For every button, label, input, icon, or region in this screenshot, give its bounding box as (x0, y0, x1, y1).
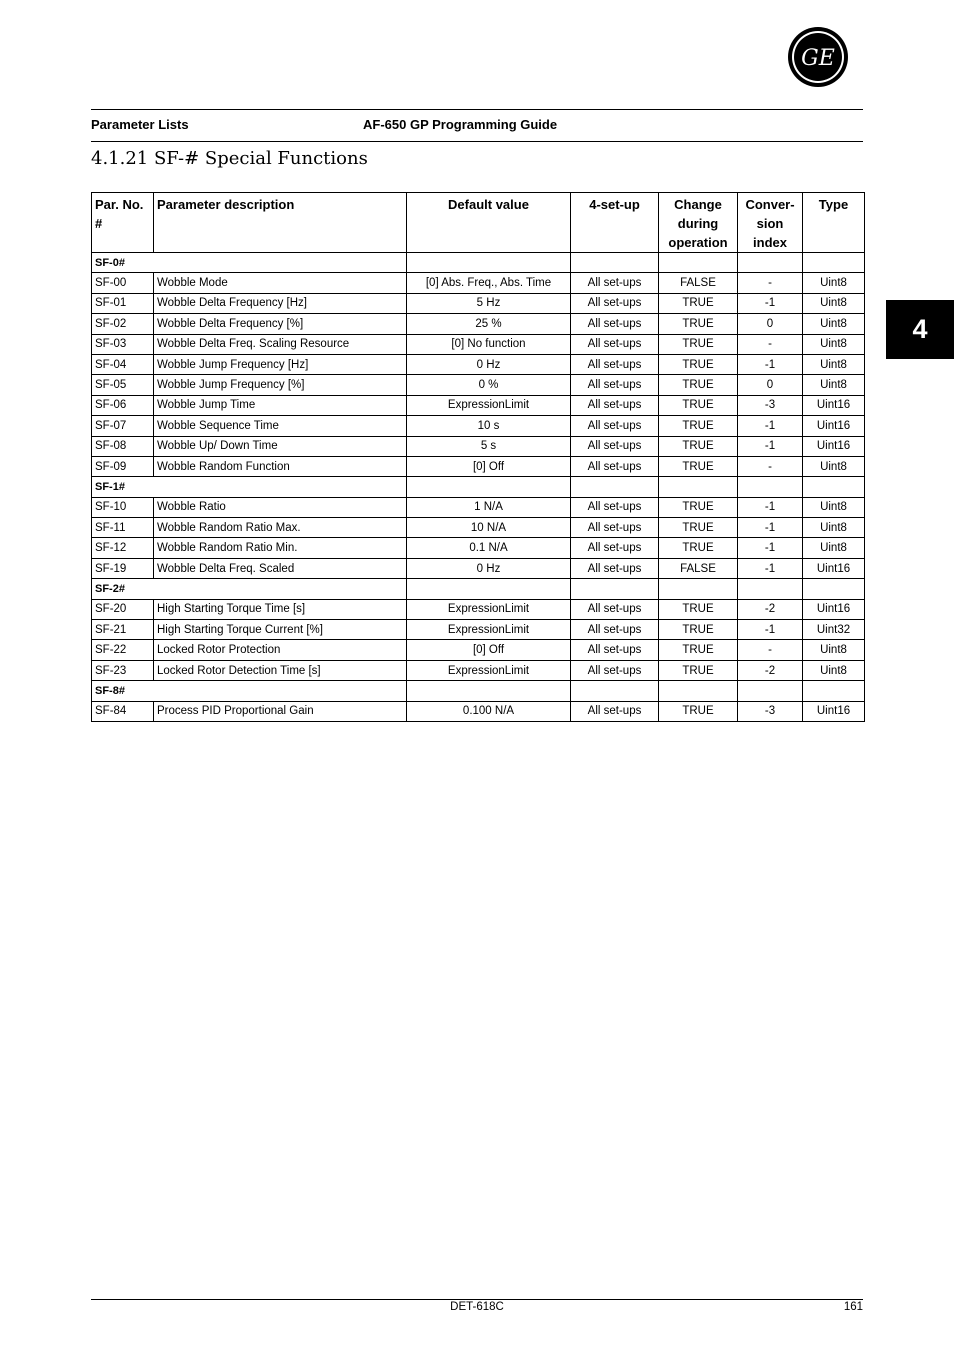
table-row (92, 660, 865, 680)
cell-change: TRUE (659, 620, 738, 640)
table-row (92, 334, 865, 354)
table-row (92, 518, 865, 538)
cell-par-no: SF-10 (92, 497, 154, 517)
cell-setup: All set-ups (571, 620, 659, 640)
cell-conversion: -1 (738, 293, 803, 313)
cell-conversion: - (738, 273, 803, 293)
cell-default: 10 N/A (407, 518, 571, 538)
cell-conversion: -1 (738, 518, 803, 538)
cell-conversion: -1 (738, 416, 803, 436)
table-row (92, 558, 865, 578)
group-empty-cell (803, 477, 865, 497)
cell-setup: All set-ups (571, 660, 659, 680)
cell-change: FALSE (659, 273, 738, 293)
cell-description: High Starting Torque Time [s] (154, 599, 407, 619)
col-header-default: Default value (407, 193, 571, 253)
cell-type: Uint32 (803, 620, 865, 640)
cell-conversion: 0 (738, 375, 803, 395)
table-row (92, 375, 865, 395)
cell-default: ExpressionLimit (407, 660, 571, 680)
group-empty-cell (803, 579, 865, 599)
cell-setup: All set-ups (571, 395, 659, 415)
col-header-description: Parameter description (154, 193, 407, 253)
section-title: 4.1.21 SF-# Special Functions (91, 148, 368, 169)
cell-setup: All set-ups (571, 334, 659, 354)
cell-type: Uint8 (803, 497, 865, 517)
cell-default: ExpressionLimit (407, 395, 571, 415)
table-row (92, 436, 865, 456)
group-empty-cell (407, 477, 571, 497)
cell-type: Uint16 (803, 701, 865, 721)
group-row (92, 253, 865, 273)
cell-default: [0] Off (407, 456, 571, 476)
col-header-par-no: Par. No. # (92, 193, 154, 253)
table-row (92, 273, 865, 293)
cell-par-no: SF-12 (92, 538, 154, 558)
cell-type: Uint8 (803, 334, 865, 354)
footer-doc-code: DET-618C (450, 1301, 504, 1313)
cell-setup: All set-ups (571, 293, 659, 313)
cell-default: 5 s (407, 436, 571, 456)
cell-par-no: SF-21 (92, 620, 154, 640)
cell-change: FALSE (659, 558, 738, 578)
table-row (92, 701, 865, 721)
group-empty-cell (659, 579, 738, 599)
cell-default: 0 % (407, 375, 571, 395)
cell-type: Uint8 (803, 314, 865, 334)
group-empty-cell (407, 253, 571, 273)
parameter-table (91, 192, 865, 722)
cell-description: Locked Rotor Protection (154, 640, 407, 660)
group-label: SF-8# (92, 681, 407, 701)
cell-setup: All set-ups (571, 558, 659, 578)
cell-setup: All set-ups (571, 701, 659, 721)
logo-text: GE (801, 46, 835, 71)
table-row (92, 416, 865, 436)
cell-default: 25 % (407, 314, 571, 334)
table-row (92, 354, 865, 374)
cell-setup: All set-ups (571, 375, 659, 395)
cell-type: Uint8 (803, 640, 865, 660)
table-row (92, 314, 865, 334)
cell-setup: All set-ups (571, 538, 659, 558)
group-empty-cell (571, 681, 659, 701)
group-row (92, 477, 865, 497)
table-row (92, 456, 865, 476)
cell-change: TRUE (659, 436, 738, 456)
cell-conversion: - (738, 640, 803, 660)
cell-conversion: -1 (738, 558, 803, 578)
cell-description: Wobble Jump Time (154, 395, 407, 415)
cell-setup: All set-ups (571, 497, 659, 517)
cell-change: TRUE (659, 354, 738, 374)
cell-par-no: SF-03 (92, 334, 154, 354)
table-row (92, 497, 865, 517)
chapter-tab: 4 (886, 300, 954, 359)
cell-type: Uint8 (803, 456, 865, 476)
cell-change: TRUE (659, 538, 738, 558)
cell-description: Wobble Random Ratio Min. (154, 538, 407, 558)
col-header-type: Type (803, 193, 865, 253)
cell-type: Uint8 (803, 660, 865, 680)
cell-description: Wobble Jump Frequency [%] (154, 375, 407, 395)
cell-type: Uint16 (803, 395, 865, 415)
cell-default: [0] Abs. Freq., Abs. Time (407, 273, 571, 293)
cell-type: Uint16 (803, 599, 865, 619)
footer-rule (91, 1299, 863, 1300)
cell-change: TRUE (659, 375, 738, 395)
table-row (92, 538, 865, 558)
group-empty-cell (407, 579, 571, 599)
cell-par-no: SF-22 (92, 640, 154, 660)
group-empty-cell (571, 579, 659, 599)
cell-description: Wobble Random Ratio Max. (154, 518, 407, 538)
cell-par-no: SF-11 (92, 518, 154, 538)
cell-description: High Starting Torque Current [%] (154, 620, 407, 640)
cell-par-no: SF-02 (92, 314, 154, 334)
table-row (92, 293, 865, 313)
cell-change: TRUE (659, 293, 738, 313)
group-empty-cell (738, 681, 803, 701)
cell-setup: All set-ups (571, 416, 659, 436)
ge-logo (786, 26, 850, 88)
cell-description: Wobble Jump Frequency [Hz] (154, 354, 407, 374)
cell-description: Wobble Random Function (154, 456, 407, 476)
col-header-setup: 4-set-up (571, 193, 659, 253)
cell-type: Uint8 (803, 518, 865, 538)
group-empty-cell (738, 253, 803, 273)
cell-setup: All set-ups (571, 640, 659, 660)
cell-conversion: -1 (738, 354, 803, 374)
cell-default: 0.100 N/A (407, 701, 571, 721)
cell-setup: All set-ups (571, 456, 659, 476)
cell-description: Wobble Delta Frequency [Hz] (154, 293, 407, 313)
cell-par-no: SF-05 (92, 375, 154, 395)
cell-type: Uint8 (803, 375, 865, 395)
cell-type: Uint8 (803, 293, 865, 313)
cell-conversion: - (738, 456, 803, 476)
cell-default: 10 s (407, 416, 571, 436)
table-header-row (92, 193, 865, 253)
cell-conversion: -1 (738, 497, 803, 517)
cell-default: [0] Off (407, 640, 571, 660)
table-row (92, 620, 865, 640)
cell-type: Uint8 (803, 273, 865, 293)
header-bottom-rule (91, 141, 863, 142)
cell-type: Uint16 (803, 436, 865, 456)
cell-description: Wobble Sequence Time (154, 416, 407, 436)
cell-default: 0.1 N/A (407, 538, 571, 558)
cell-description: Wobble Delta Freq. Scaled (154, 558, 407, 578)
cell-conversion: -2 (738, 660, 803, 680)
cell-par-no: SF-20 (92, 599, 154, 619)
cell-par-no: SF-84 (92, 701, 154, 721)
cell-default: ExpressionLimit (407, 599, 571, 619)
cell-default: 5 Hz (407, 293, 571, 313)
cell-change: TRUE (659, 497, 738, 517)
group-empty-cell (659, 477, 738, 497)
group-label: SF-1# (92, 477, 407, 497)
group-empty-cell (571, 477, 659, 497)
cell-change: TRUE (659, 314, 738, 334)
cell-par-no: SF-08 (92, 436, 154, 456)
cell-default: [0] No function (407, 334, 571, 354)
table-row (92, 640, 865, 660)
cell-type: Uint16 (803, 416, 865, 436)
cell-change: TRUE (659, 660, 738, 680)
cell-description: Wobble Ratio (154, 497, 407, 517)
cell-conversion: -2 (738, 599, 803, 619)
cell-change: TRUE (659, 640, 738, 660)
group-empty-cell (571, 253, 659, 273)
cell-description: Locked Rotor Detection Time [s] (154, 660, 407, 680)
header-top-rule (91, 109, 863, 110)
table-row (92, 395, 865, 415)
footer-page-number: 161 (843, 1301, 863, 1313)
col-header-change: Change during operation (659, 193, 738, 253)
cell-type: Uint8 (803, 538, 865, 558)
cell-par-no: SF-00 (92, 273, 154, 293)
group-empty-cell (803, 681, 865, 701)
cell-description: Wobble Up/ Down Time (154, 436, 407, 456)
group-row (92, 681, 865, 701)
group-label: SF-0# (92, 253, 407, 273)
cell-setup: All set-ups (571, 273, 659, 293)
cell-setup: All set-ups (571, 599, 659, 619)
header-section-name: Parameter Lists (91, 117, 189, 132)
cell-setup: All set-ups (571, 354, 659, 374)
group-empty-cell (407, 681, 571, 701)
cell-default: 0 Hz (407, 354, 571, 374)
group-label: SF-2# (92, 579, 407, 599)
header-guide-title: AF-650 GP Programming Guide (363, 117, 558, 132)
cell-default: ExpressionLimit (407, 620, 571, 640)
table-row (92, 599, 865, 619)
cell-change: TRUE (659, 701, 738, 721)
cell-setup: All set-ups (571, 436, 659, 456)
cell-par-no: SF-07 (92, 416, 154, 436)
group-empty-cell (803, 253, 865, 273)
cell-conversion: 0 (738, 314, 803, 334)
cell-par-no: SF-04 (92, 354, 154, 374)
cell-description: Process PID Proportional Gain (154, 701, 407, 721)
cell-conversion: -3 (738, 701, 803, 721)
cell-par-no: SF-01 (92, 293, 154, 313)
cell-conversion: - (738, 334, 803, 354)
group-empty-cell (659, 253, 738, 273)
cell-change: TRUE (659, 599, 738, 619)
cell-description: Wobble Delta Freq. Scaling Resource (154, 334, 407, 354)
cell-change: TRUE (659, 518, 738, 538)
group-empty-cell (738, 477, 803, 497)
col-header-conversion: Conver-sion index (738, 193, 803, 253)
cell-change: TRUE (659, 395, 738, 415)
cell-description: Wobble Mode (154, 273, 407, 293)
cell-par-no: SF-19 (92, 558, 154, 578)
cell-type: Uint16 (803, 558, 865, 578)
group-empty-cell (659, 681, 738, 701)
cell-par-no: SF-09 (92, 456, 154, 476)
cell-change: TRUE (659, 334, 738, 354)
cell-change: TRUE (659, 416, 738, 436)
group-empty-cell (738, 579, 803, 599)
cell-conversion: -1 (738, 538, 803, 558)
cell-conversion: -3 (738, 395, 803, 415)
cell-par-no: SF-06 (92, 395, 154, 415)
cell-default: 1 N/A (407, 497, 571, 517)
cell-setup: All set-ups (571, 314, 659, 334)
cell-conversion: -1 (738, 620, 803, 640)
cell-change: TRUE (659, 456, 738, 476)
cell-default: 0 Hz (407, 558, 571, 578)
cell-description: Wobble Delta Frequency [%] (154, 314, 407, 334)
cell-setup: All set-ups (571, 518, 659, 538)
group-row (92, 579, 865, 599)
cell-conversion: -1 (738, 436, 803, 456)
cell-par-no: SF-23 (92, 660, 154, 680)
parameter-table-body (92, 253, 865, 722)
cell-type: Uint8 (803, 354, 865, 374)
